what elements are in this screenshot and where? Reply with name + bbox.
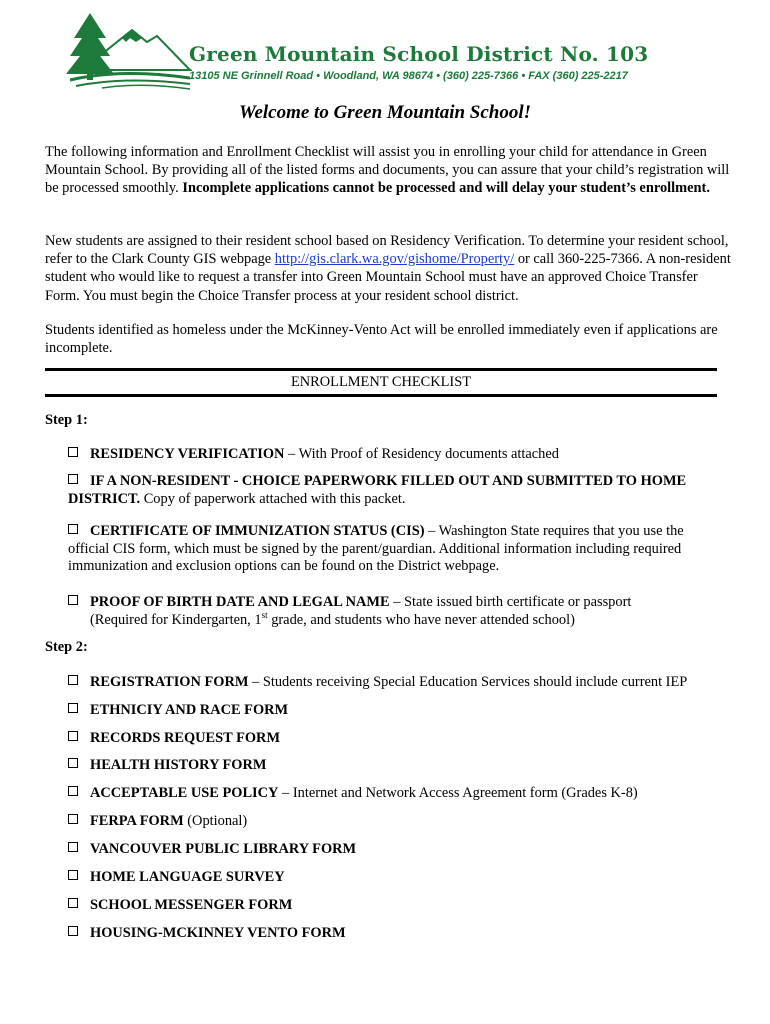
checkbox[interactable] — [68, 786, 78, 796]
divider-bottom — [45, 394, 717, 397]
checkbox[interactable] — [68, 703, 78, 713]
step-2-label: Step 2: — [45, 639, 88, 655]
divider-top — [45, 368, 717, 371]
checkbox[interactable] — [68, 731, 78, 741]
page-title: Welcome to Green Mountain School! — [238, 102, 532, 123]
checkbox[interactable] — [68, 870, 78, 880]
district-name: Green Mountain School District No. 103 — [189, 42, 649, 66]
checklist-item: ETHNICIY AND RACE FORM — [68, 702, 728, 720]
checklist-item: REGISTRATION FORM – Students receiving Special Education Services should include current IEP — [68, 674, 728, 692]
intro-warning: Incomplete applications cannot be processed and will delay your student’s enrollment. — [182, 180, 710, 197]
checkbox[interactable] — [68, 842, 78, 852]
checklist-item: RECORDS REQUEST FORM — [68, 730, 728, 748]
checklist-title: ENROLLMENT CHECKLIST — [290, 374, 471, 390]
checklist-item: PROOF OF BIRTH DATE AND LEGAL NAME – State issued birth certificate or passport (Required for Kindergarten, 1st grade, and students who have never attended school) — [68, 594, 728, 629]
checkbox[interactable] — [68, 447, 78, 457]
checklist-item: SCHOOL MESSENGER FORM — [68, 897, 728, 915]
residency-text-2: or call 360-225-7366. A non-resident student who would like to request a transfer into Green Mountain School must have an approved Choice Transfer Form. You must begin the Choice Transfer process at your resident school district. — [45, 251, 731, 304]
checklist-item: HEALTH HISTORY FORM — [68, 757, 728, 775]
checklist-item: ACCEPTABLE USE POLICY – Internet and Network Access Agreement form (Grades K-8) — [68, 785, 728, 803]
checklist-item: HOME LANGUAGE SURVEY — [68, 869, 728, 887]
district-address: 13105 NE Grinnell Road • Woodland, WA 98674 • (360) 225-7366 • FAX (360) 225-2217 — [189, 70, 628, 82]
checkbox[interactable] — [68, 595, 78, 605]
checkbox[interactable] — [68, 675, 78, 685]
checklist-item: HOUSING-MCKINNEY VENTO FORM — [68, 925, 728, 943]
checkbox[interactable] — [68, 926, 78, 936]
checkbox[interactable] — [68, 524, 78, 534]
residency-text-1: New students are assigned to their resident school based on Residency Verification. To determine your resident school, refer to the Clark County GIS webpage — [45, 233, 729, 268]
letterhead — [62, 8, 682, 98]
step-1-label: Step 1: — [45, 412, 88, 428]
checkbox[interactable] — [68, 758, 78, 768]
checklist-item: CERTIFICATE OF IMMUNIZATION STATUS (CIS) – Washington State requires that you use the official CIS form, which must be signed by the parent/guardian. Additional information including required immunization and exclusion options can be found on the District webpage. — [68, 523, 684, 574]
gis-link[interactable]: http://gis.clark.wa.gov/gishome/Property/ — [274, 251, 515, 268]
residency-paragraph — [45, 232, 735, 305]
checkbox[interactable] — [68, 898, 78, 908]
intro-text: The following information and Enrollment Checklist will assist you in enrolling your child for attendance in Green Mountain School. By providing all of the listed forms and documents, you can assure that your child’s registration will be processed smoothly. — [45, 144, 730, 197]
checklist-item: FERPA FORM (Optional) — [68, 813, 728, 831]
homeless-paragraph: Students identified as homeless under the McKinney-Vento Act will be enrolled immediately even if applications are incomplete. — [45, 322, 718, 357]
checkbox[interactable] — [68, 474, 78, 484]
checklist-item: IF A NON-RESIDENT - CHOICE PAPERWORK FILLED OUT AND SUBMITTED TO HOME DISTRICT. Copy of paperwork attached with this packet. — [68, 473, 687, 507]
checklist-item: VANCOUVER PUBLIC LIBRARY FORM — [68, 841, 728, 859]
intro-paragraph — [45, 143, 735, 198]
checkbox[interactable] — [68, 814, 78, 824]
mountain-tree-logo-icon — [62, 8, 192, 93]
checklist-item: RESIDENCY VERIFICATION – With Proof of Residency documents attached — [68, 446, 728, 464]
